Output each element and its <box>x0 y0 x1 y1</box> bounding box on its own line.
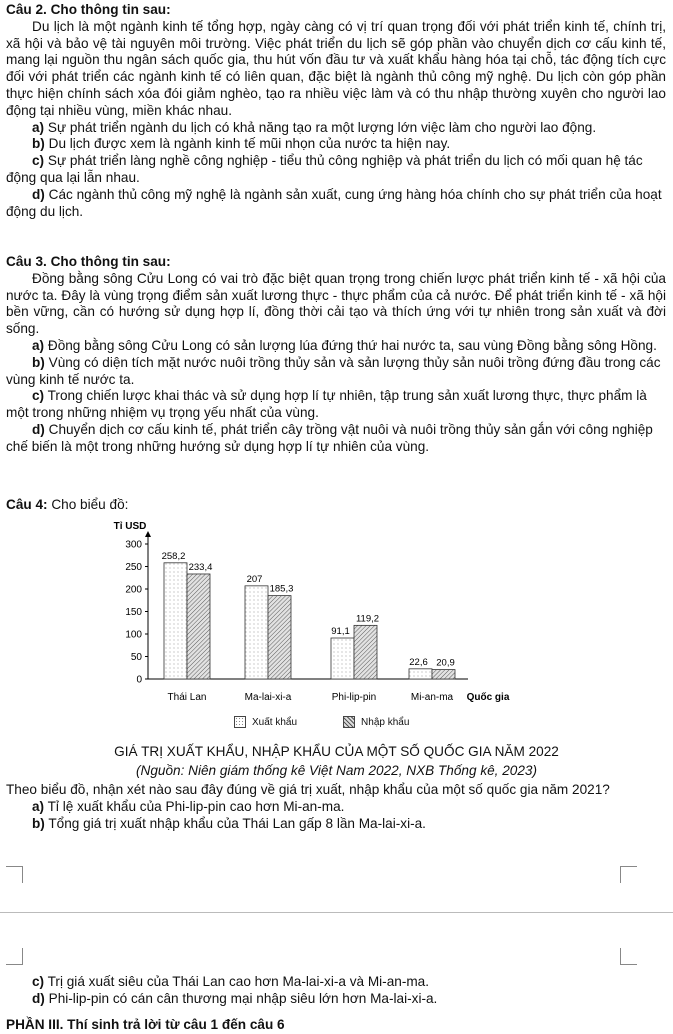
option-label: b) <box>32 815 45 831</box>
crop-mark <box>620 948 637 965</box>
x-category-label: Thái Lan <box>167 692 207 703</box>
question-2-option-c <box>6 153 666 187</box>
question-4-option-b <box>6 816 666 833</box>
bar-export <box>331 638 354 679</box>
page-divider <box>0 912 673 913</box>
option-text: Trong chiến lược khai thác và sử dụng hợp lí tự nhiên, tập trung sản xuất lương thực, thực phẩm là một trong những nhiệm vụ trọng yếu nhất của vùng. <box>6 388 647 421</box>
question-3-option-a <box>6 338 666 355</box>
option-label: c) <box>32 388 45 404</box>
option-label: b) <box>32 136 45 152</box>
bar-value-label: 185,3 <box>269 583 294 595</box>
bar-value-label: 207 <box>246 573 263 585</box>
bars-group <box>162 551 455 679</box>
question-2-intro: Du lịch là một ngành kinh tế tổng hợp, ngày càng có vị trí quan trọng đối với phát triển kinh tế, chính trị, xã hội và bảo vệ tài nguyên môi trường. Việc phát triển du lịch sẽ góp phần vào chuyển dịch cơ cấu kinh tế, mang lại nguồn thu ngân sách quốc gia, thu hút vốn đầu tư và xuất khẩu hàng hóa tại chỗ, tác động tích cực đối với phát triển các ngành kinh tế có liên quan, đặc biệt là ngành thủ công mỹ nghệ. Du lịch còn góp phần thực hiện chính sách xóa đói giảm nghèo, tạo ra nhiều việc làm và có thu nhập thường xuyên cho người lao động tại nhiều vùng, miền khác nhau. <box>6 18 666 118</box>
option-label: a) <box>32 119 45 135</box>
question-3-option-b <box>6 355 666 389</box>
question-4-question: Theo biểu đồ, nhận xét nào sau đây đúng về giá trị xuất, nhập khẩu của một số quốc gia năm 2021? <box>6 782 610 797</box>
y-tick-label: 50 <box>130 652 142 663</box>
legend-item-import <box>343 716 409 728</box>
y-tick-label: 300 <box>125 539 142 551</box>
question-2-option-b <box>6 136 666 153</box>
bar-import <box>187 574 210 679</box>
y-tick-label: 0 <box>136 674 142 686</box>
question-3-option-c <box>6 388 666 422</box>
question-4-label: Câu 4: <box>6 497 48 512</box>
import-swatch-icon <box>343 716 355 728</box>
x-axis-labels <box>168 692 454 703</box>
option-text: Du lịch được xem là ngành kinh tế mũi nhọn của nước ta hiện nay. <box>48 136 451 152</box>
option-label: d) <box>32 421 45 437</box>
option-text: Sự phát triển làng nghề công nghiệp - tiểu thủ công nghiệp và phát triển du lịch có mối quan hệ tác động qua lại lẫn nhau. <box>6 153 643 185</box>
legend-label: Xuất khẩu <box>252 716 298 728</box>
option-text: Vùng có diện tích mặt nước nuôi trồng thủy sản và sản lượng thủy sản nuôi trồng đứng đầu trong các vùng kinh tế nước ta. <box>6 354 661 387</box>
option-label: a) <box>32 798 45 814</box>
bar-import <box>432 670 455 679</box>
bar-value-label: 20,9 <box>436 657 455 669</box>
chart-title: GIÁ TRỊ XUẤT KHẨU, NHẬP KHẨU CỦA MỘT SỐ QUỐC GIA NĂM 2022 <box>114 744 559 759</box>
question-2-option-d <box>6 187 666 221</box>
question-4-option-a <box>6 799 666 816</box>
y-tick-label: 100 <box>125 629 142 641</box>
y-axis-unit: Tỉ USD <box>113 521 147 532</box>
bar-export <box>245 586 268 679</box>
crop-mark <box>620 866 637 883</box>
question-2-option-a <box>6 120 666 137</box>
question-3-intro: Đồng bằng sông Cửu Long có vai trò đặc biệt quan trọng trong chiến lược phát triển kinh tế - xã hội của nước ta. Đây là vùng trọng điểm sản xuất lương thực - thực phẩm của cả nước. Để phát triển kinh tế - xã hội bền vững, cần có hướng sử dụng hợp lí, đồng thời cải tạo và thích ứng với tự nhiên trong sản xuất và đời sống. <box>6 270 666 337</box>
section-heading-cut: PHẦN III. Thí sinh trả lời từ câu 1 đến câu 6 <box>6 1017 285 1032</box>
option-text: Tổng giá trị xuất nhập khẩu của Thái Lan gấp 8 lần Ma-lai-xi-a. <box>48 815 426 831</box>
bar-value-label: 258,2 <box>161 550 186 562</box>
question-3-heading: Câu 3. Cho thông tin sau: <box>6 254 171 269</box>
option-text: Tỉ lệ xuất khẩu của Phi-lip-pin cao hơn Mi-an-ma. <box>47 798 345 814</box>
bar-chart <box>100 518 530 708</box>
export-swatch-icon <box>234 716 246 728</box>
question-4-option-c <box>6 974 666 991</box>
option-text: Các ngành thủ công mỹ nghệ là ngành sản xuất, cung ứng hàng hóa chính cho sự phát triển của hoạt động du lịch. <box>6 186 662 219</box>
y-tick-label: 200 <box>125 584 142 596</box>
question-4-heading-text: Cho biểu đồ: <box>47 497 129 512</box>
bar-import <box>354 625 377 679</box>
option-label: d) <box>32 990 45 1006</box>
question-2-heading: Câu 2. Cho thông tin sau: <box>6 2 171 17</box>
x-category-label: Phi-lip-pin <box>331 692 377 703</box>
option-text: Phi-lip-pin có cán cân thương mại nhập siêu lớn hơn Ma-lai-xi-a. <box>48 990 438 1006</box>
question-4-body <box>6 782 666 832</box>
option-label: c) <box>32 153 45 169</box>
x-category-label: Ma-lai-xi-a <box>244 692 292 703</box>
crop-mark <box>6 948 23 965</box>
question-4-option-d <box>6 991 666 1008</box>
bar-import <box>268 596 291 679</box>
bar-value-label: 22,6 <box>409 656 428 668</box>
option-label: a) <box>32 337 45 353</box>
question-3-option-d <box>6 422 666 456</box>
option-text: Đồng bằng sông Cửu Long có sản lượng lúa đứng thứ hai nước ta, sau vùng Đồng bằng sông Hồng. <box>47 337 657 353</box>
crop-mark <box>6 866 23 883</box>
bar-value-label: 91,1 <box>331 626 350 638</box>
question-2 <box>6 2 666 220</box>
x-axis-title: Quốc gia <box>466 692 510 703</box>
x-category-label: Mi-an-ma <box>410 692 454 703</box>
option-label: c) <box>32 974 45 989</box>
legend-item-export <box>234 716 297 728</box>
option-label: d) <box>32 186 45 202</box>
question-3 <box>6 254 666 456</box>
option-text: Trị giá xuất siêu của Thái Lan cao hơn Ma-lai-xi-a và Mi-an-ma. <box>47 974 430 989</box>
chart-legend <box>234 716 449 728</box>
bar-export <box>164 563 187 679</box>
question-4-heading <box>6 497 666 514</box>
bar-value-label: 233,4 <box>188 561 213 573</box>
legend-label: Nhập khẩu <box>361 716 410 728</box>
option-text: Sự phát triển ngành du lịch có khả năng tạo ra một lượng lớn việc làm cho người lao động. <box>47 119 597 135</box>
chart-source: (Nguồn: Niên giám thống kê Việt Nam 2022, NXB Thống kê, 2023) <box>136 763 537 778</box>
y-tick-label: 150 <box>125 607 142 618</box>
y-tick-label: 250 <box>125 562 142 573</box>
option-text: Chuyển dịch cơ cấu kinh tế, phát triển cây trồng vật nuôi và nuôi trồng thủy sản gắn với công nghiệp chế biến là một trong những hướng sử dụng hợp lí tự nhiên của vùng. <box>6 421 653 454</box>
bar-export <box>409 669 432 679</box>
option-label: b) <box>32 354 45 370</box>
question-4-body-continued <box>6 974 666 1008</box>
bar-value-label: 119,2 <box>355 613 380 625</box>
